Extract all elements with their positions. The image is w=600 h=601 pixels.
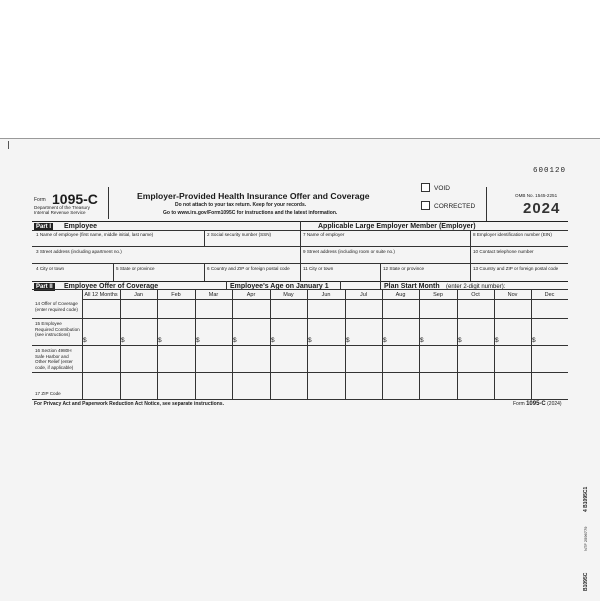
footer-year: (2024) [547, 401, 562, 407]
agency-line1: Department of the Treasury [34, 205, 90, 210]
part1-badge: Part I [36, 224, 52, 230]
field-9-label: 9 Street address (including room or suite no.) [303, 249, 395, 254]
dollar-sign: $ [233, 337, 237, 344]
month-may: May [283, 292, 294, 298]
footer-form-ref [513, 401, 562, 407]
void-checkbox[interactable] [421, 183, 430, 192]
row-17-label: 17 ZIP Code [35, 391, 61, 396]
field-13-label: 13 Country and ZIP or foreign postal code [473, 266, 559, 271]
form-subtitle-1: Do not attach to your tax return. Keep for your records. [175, 202, 307, 208]
plan-start-hint: (enter 2-digit number): [446, 284, 506, 290]
dollar-sign: $ [158, 337, 162, 344]
dollar-sign: $ [383, 337, 387, 344]
part2-heading: Employee Offer of Coverage [64, 283, 159, 290]
agency-line2: Internal Revenue Service [34, 210, 86, 215]
month-sep: Sep [433, 292, 443, 298]
field-7-label: 7 Name of employer [303, 232, 345, 237]
row-15-label: 15 Employee Required Contribution (see instructions) [35, 321, 80, 338]
plan-start-label: Plan Start Month [384, 283, 440, 290]
dollar-sign: $ [271, 337, 275, 344]
side-code-1: 4 B1095C1 [583, 486, 589, 512]
field-3-label: 3 Street address (including apartment no.) [36, 249, 122, 254]
dollar-sign: $ [495, 337, 499, 344]
month-apr: Apr [246, 292, 256, 298]
corner-code: 600120 [532, 167, 566, 175]
month-jul: Jul [359, 292, 368, 298]
side-code-2: NTF 2596779 [583, 526, 588, 551]
part1-employee-heading: Employee [64, 223, 98, 230]
month-jan: Jan [134, 292, 143, 298]
footer-form-word: Form [513, 401, 525, 407]
dollar-sign: $ [420, 337, 424, 344]
form-number: 1095-C [52, 191, 98, 207]
field-6-label: 6 Country and ZIP or foreign postal code [207, 266, 290, 271]
row-14-label: 14 Offer of Coverage (enter required code) [35, 301, 78, 312]
field-11-label: 11 City or town [303, 266, 334, 271]
corrected-checkbox[interactable] [421, 201, 430, 210]
dollar-sign: $ [458, 337, 462, 344]
part1-employer-heading: Applicable Large Employer Member (Employer) [318, 223, 476, 230]
field-1-label: 1 Name of employee (first name, middle initial, last name) [36, 232, 154, 237]
void-label: VOID [434, 185, 450, 192]
month-nov: Nov [507, 292, 518, 298]
side-code-3: B1095C [583, 572, 589, 591]
form-subtitle-2: Go to www.irs.gov/Form1095C for instructions and the latest information. [163, 210, 338, 216]
footer-form-number: 1095-C [526, 401, 546, 407]
part2-badge: Part II [36, 284, 53, 290]
month-aug: Aug [395, 292, 406, 298]
field-2-label: 2 Social security number (SSN) [207, 232, 272, 237]
form-page [0, 138, 600, 601]
corrected-label: CORRECTED [434, 203, 476, 210]
tax-year: 2024 [523, 200, 561, 217]
field-4-label: 4 City or town [36, 266, 65, 271]
month-all-12: All 12 Months [84, 292, 118, 298]
dollar-sign: $ [121, 337, 125, 344]
row-16-label: 16 Section 4980H Safe Harbor and Other Relief (enter code, if applicable) [35, 348, 74, 370]
form-title: Employer-Provided Health Insurance Offer and Coverage [137, 191, 370, 201]
dollar-sign: $ [196, 337, 200, 344]
form-word: Form [34, 197, 46, 203]
field-5-label: 5 State or province [116, 266, 155, 271]
month-feb: Feb [171, 292, 181, 298]
month-jun: Jun [321, 292, 331, 298]
month-mar: Mar [208, 292, 219, 298]
age-label: Employee's Age on January 1 [230, 283, 329, 290]
field-12-label: 12 State or province [383, 266, 425, 271]
month-oct: Oct [471, 292, 480, 298]
month-dec: Dec [544, 292, 555, 298]
privacy-notice: For Privacy Act and Paperwork Reduction Act Notice, see separate instructions. [34, 401, 224, 407]
omb-number: OMB No. 1545-2251 [515, 193, 558, 198]
dollar-sign: $ [308, 337, 312, 344]
field-8-label: 8 Employer identification number (EIN) [473, 232, 552, 237]
field-10-label: 10 Contact telephone number [473, 249, 534, 254]
dollar-sign: $ [532, 337, 536, 344]
dollar-sign: $ [83, 337, 87, 344]
dollar-sign: $ [346, 337, 350, 344]
crop-mark [8, 141, 9, 149]
